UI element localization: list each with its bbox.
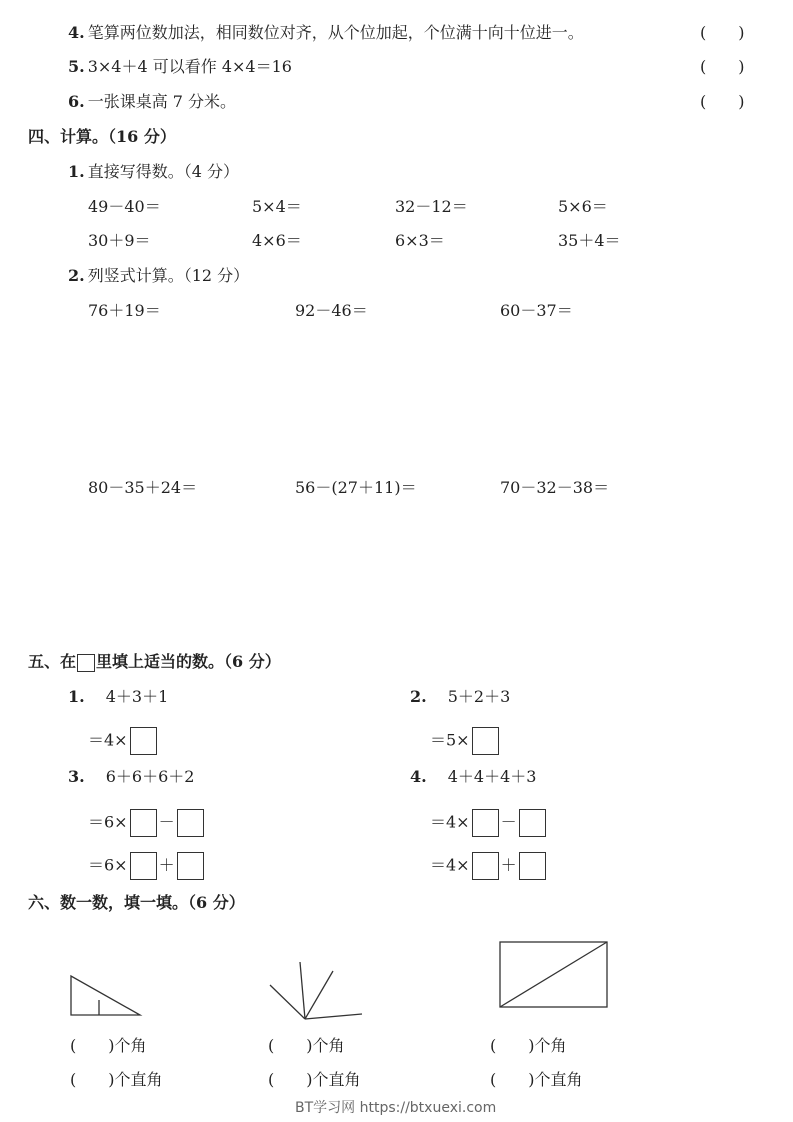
title-part: 五、在: [28, 652, 77, 671]
q2-title: [68, 266, 249, 286]
item-number: 5.: [68, 57, 85, 76]
expression: ＝4×: [430, 812, 470, 832]
angle-count-blank[interactable]: ( )个角: [490, 1036, 567, 1055]
oral-calc: 49－40＝: [88, 197, 161, 216]
item-number: 6.: [68, 92, 85, 111]
box-icon: [77, 654, 95, 672]
expression: ＝5×: [430, 730, 470, 750]
item-number: 4.: [410, 767, 427, 786]
expression: 6＋6＋6＋2: [105, 767, 195, 786]
item-number: 2.: [68, 266, 85, 285]
oral-calc: 5×6＝: [558, 197, 608, 216]
fill-line: [88, 809, 206, 837]
vertical-calc: 80－35＋24＝: [88, 478, 198, 497]
vertical-calc: 60－37＝: [500, 301, 573, 320]
fill-item-3: [68, 767, 194, 787]
fill-line: [430, 727, 501, 755]
answer-box[interactable]: [177, 809, 204, 837]
right-angle-count-blank[interactable]: ( )个直角: [490, 1070, 583, 1089]
question-text: 一张课桌高 7 分米。: [87, 92, 237, 111]
operator: －: [158, 812, 175, 832]
oral-calc: 35＋4＝: [558, 231, 621, 250]
item-number: 2.: [410, 687, 427, 706]
right-angle-count-blank[interactable]: ( )个直角: [70, 1070, 163, 1089]
judgement-item-5: [68, 57, 292, 77]
question-text: 笔算两位数加法，相同数位对齐，从个位加起，个位满十向十位进一。: [87, 23, 584, 42]
question-text: 直接写得数。（4 分）: [87, 162, 239, 181]
oral-calc: 30＋9＝: [88, 231, 151, 250]
rectangle-figure: [500, 942, 607, 1007]
operator: ＋: [500, 855, 517, 875]
expression: 5＋2＋3: [447, 687, 511, 706]
angle-count-blank[interactable]: ( )个角: [268, 1036, 345, 1055]
expression: ＝4×: [88, 730, 128, 750]
judgement-item-6: [68, 92, 236, 112]
answer-paren[interactable]: ( ): [700, 57, 745, 76]
answer-box[interactable]: [130, 809, 157, 837]
section-5-title: [28, 652, 281, 672]
expression: ＝4×: [430, 855, 470, 875]
fill-item-1: [68, 687, 168, 707]
fill-line: [430, 809, 548, 837]
question-text: 列竖式计算。（12 分）: [87, 266, 250, 285]
item-number: 3.: [68, 767, 85, 786]
operator: ＋: [158, 855, 175, 875]
answer-paren[interactable]: ( ): [700, 92, 745, 111]
vertical-calc: 56－(27＋11)＝: [295, 478, 417, 497]
vertical-calc: 92－46＝: [295, 301, 368, 320]
section-4-title: 四、计算。（16 分）: [28, 127, 176, 146]
oral-calc: 4×6＝: [252, 231, 302, 250]
answer-box[interactable]: [130, 852, 157, 880]
answer-box[interactable]: [472, 852, 499, 880]
expression: ＝6×: [88, 855, 128, 875]
fill-item-2: [410, 687, 510, 707]
answer-box[interactable]: [472, 809, 499, 837]
judgement-item-4: [68, 23, 584, 43]
answer-box[interactable]: [519, 809, 546, 837]
oral-calc: 6×3＝: [395, 231, 445, 250]
vertical-calc: 70－32－38＝: [500, 478, 610, 497]
question-text: 3×4＋4 可以看作 4×4＝16: [87, 57, 292, 76]
q1-title: [68, 162, 239, 182]
item-number: 4.: [68, 23, 85, 42]
fill-line: [88, 852, 206, 880]
fill-line: [430, 852, 548, 880]
answer-paren[interactable]: ( ): [700, 23, 745, 42]
answer-box[interactable]: [177, 852, 204, 880]
expression: ＝6×: [88, 812, 128, 832]
section-6-title: 六、数一数，填一填。（6 分）: [28, 893, 245, 912]
fill-line: [88, 727, 159, 755]
oral-calc: 5×4＝: [252, 197, 302, 216]
answer-box[interactable]: [130, 727, 157, 755]
operator: －: [500, 812, 517, 832]
item-number: 1.: [68, 162, 85, 181]
title-part: 里填上适当的数。（6 分）: [96, 652, 281, 671]
angle-count-blank[interactable]: ( )个角: [70, 1036, 147, 1055]
rays-figure: [270, 962, 362, 1019]
fill-item-4: [410, 767, 536, 787]
answer-box[interactable]: [472, 727, 499, 755]
triangle-figure: [71, 976, 140, 1015]
item-number: 1.: [68, 687, 85, 706]
right-angle-count-blank[interactable]: ( )个直角: [268, 1070, 361, 1089]
watermark: BT学习网 https://btxuexi.com: [295, 1100, 497, 1116]
vertical-calc: 76＋19＝: [88, 301, 161, 320]
oral-calc: 32－12＝: [395, 197, 468, 216]
answer-box[interactable]: [519, 852, 546, 880]
expression: 4＋4＋4＋3: [447, 767, 537, 786]
expression: 4＋3＋1: [105, 687, 169, 706]
